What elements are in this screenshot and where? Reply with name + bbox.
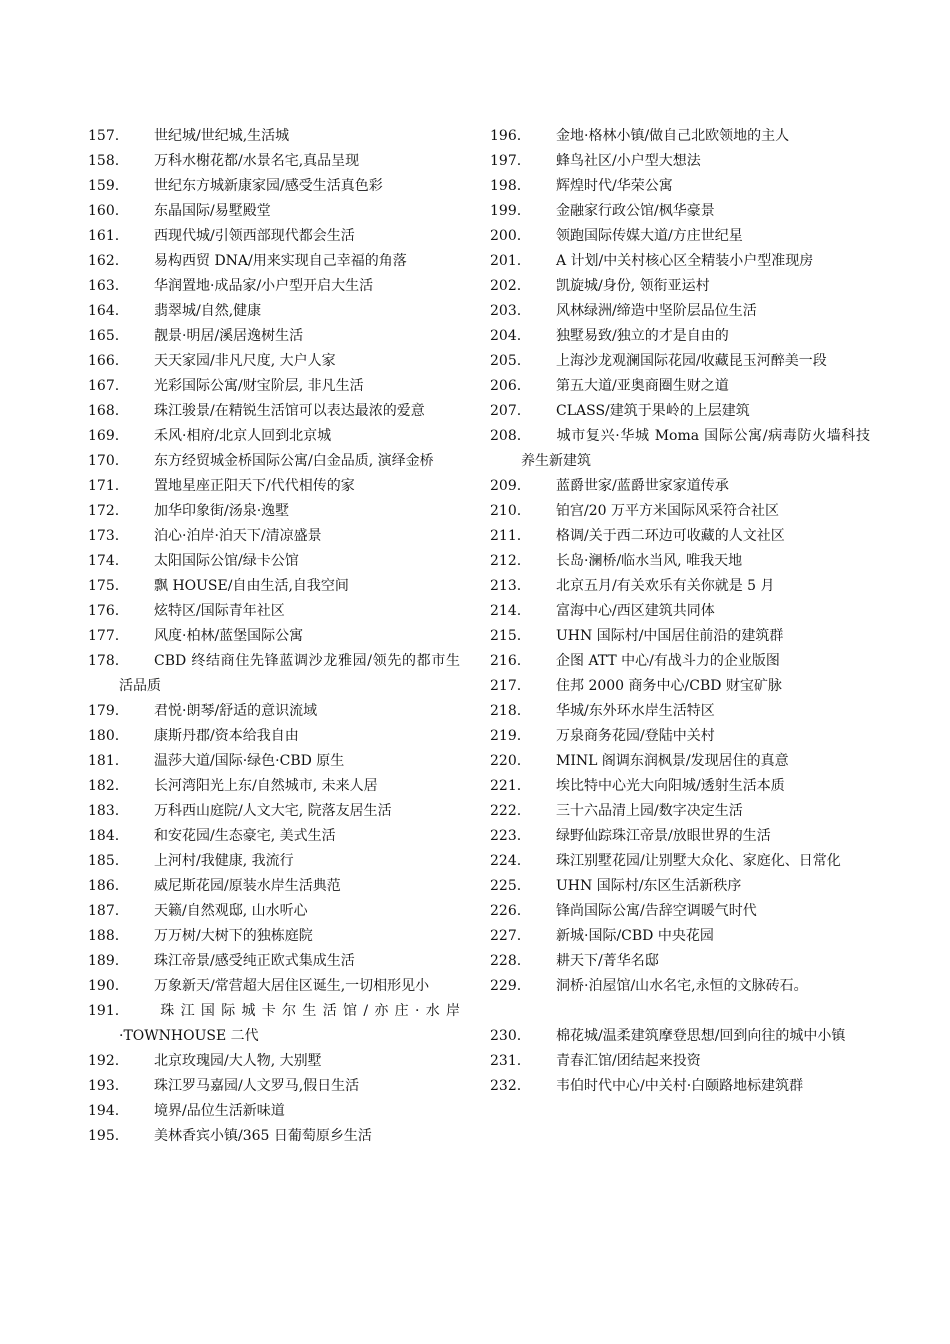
item-text: 万万树/大树下的独栋庭院 xyxy=(154,928,313,944)
list-item xyxy=(490,174,870,199)
item-text: 长岛·澜桥/临水当风, 唯我天地 xyxy=(556,553,743,569)
item-text: 境界/品位生活新味道 xyxy=(154,1103,285,1119)
list-item xyxy=(88,149,460,174)
list-item xyxy=(490,499,870,524)
item-number: 226. xyxy=(490,903,522,919)
item-number: 210. xyxy=(490,503,522,519)
item-number: 216. xyxy=(490,653,522,669)
item-number: 201. xyxy=(490,253,522,269)
list-item xyxy=(88,399,460,424)
list-item xyxy=(490,724,870,749)
list-item xyxy=(490,774,870,799)
item-number: 188. xyxy=(88,928,120,944)
list-item xyxy=(490,1074,870,1099)
item-number: 186. xyxy=(88,878,120,894)
item-number: 231. xyxy=(490,1053,522,1069)
item-number: 180. xyxy=(88,728,120,744)
list-item xyxy=(88,724,460,749)
item-number: 176. xyxy=(88,603,120,619)
item-text: 东晶国际/易墅殿堂 xyxy=(154,203,271,219)
item-text: 易构西贸 DNA/用来实现自己幸福的角落 xyxy=(154,253,407,269)
item-text: 西现代城/引领西部现代都会生活 xyxy=(154,228,355,244)
list-item xyxy=(88,224,460,249)
list-item xyxy=(88,624,460,649)
item-number: 172. xyxy=(88,503,120,519)
list-item xyxy=(490,299,870,324)
item-text: CBD 终结商住先锋蓝调沙龙雅园/领先的都市生活品质 xyxy=(119,653,460,694)
list-item xyxy=(88,574,460,599)
item-text: 埃比特中心光大向阳城/透射生活本质 xyxy=(556,778,785,794)
item-number: 163. xyxy=(88,278,120,294)
item-text: 独墅易致/独立的才是自由的 xyxy=(556,328,729,344)
list-item xyxy=(88,1074,460,1099)
item-text: A 计划/中关村核心区全精装小户型准现房 xyxy=(556,253,814,269)
item-number: 169. xyxy=(88,428,120,444)
list-item xyxy=(490,1024,870,1049)
list-item xyxy=(88,749,460,774)
item-number: 212. xyxy=(490,553,522,569)
item-text: 城市复兴·华城 Moma 国际公寓/病毒防火墙科技养生新建筑 xyxy=(521,428,870,469)
item-text: 飘 HOUSE/自由生活,自我空间 xyxy=(154,578,349,594)
list-item xyxy=(490,249,870,274)
item-number: 196. xyxy=(490,128,522,144)
list-item xyxy=(490,224,870,249)
item-text: 北京玫瑰园/大人物, 大别墅 xyxy=(154,1053,322,1069)
item-number: 165. xyxy=(88,328,120,344)
list-item xyxy=(88,524,460,549)
item-number: 230. xyxy=(490,1028,522,1044)
item-number: 211. xyxy=(490,528,522,544)
item-number: 221. xyxy=(490,778,522,794)
item-number: 191. xyxy=(88,1003,120,1019)
item-text: 青春汇馆/团结起来投资 xyxy=(556,1053,701,1069)
list-item xyxy=(88,899,460,924)
item-number: 203. xyxy=(490,303,522,319)
item-number: 207. xyxy=(490,403,522,419)
item-text: 富海中心/西区建筑共同体 xyxy=(556,603,715,619)
item-text: 万科西山庭院/人文大宅, 院落友居生活 xyxy=(154,803,392,819)
item-number: 206. xyxy=(490,378,522,394)
item-number: 224. xyxy=(490,853,522,869)
item-text: 风度·柏林/蓝堡国际公寓 xyxy=(154,628,304,644)
list-item xyxy=(88,1124,460,1149)
list-item xyxy=(490,699,870,724)
item-text: 洞桥·泊屋馆/山水名宅,永恒的文脉砖石。 xyxy=(556,978,808,994)
item-text: 珠江帝景/感受纯正欧式集成生活 xyxy=(154,953,355,969)
left-column xyxy=(88,124,460,1149)
list-item xyxy=(490,899,870,924)
list-item xyxy=(88,924,460,949)
list-item xyxy=(490,624,870,649)
item-text: 锋尚国际公寓/告辞空调暖气时代 xyxy=(556,903,757,919)
item-text: 天天家园/非凡尺度, 大户人家 xyxy=(154,353,336,369)
item-text: 棉花城/温柔建筑摩登思想/回到向往的城中小镇 xyxy=(556,1028,846,1044)
item-text: 蓝爵世家/蓝爵世家家道传承 xyxy=(556,478,729,494)
item-number: 190. xyxy=(88,978,120,994)
list-item xyxy=(490,749,870,774)
item-number: 228. xyxy=(490,953,522,969)
item-text: 蜂鸟社区/小户型大想法 xyxy=(556,153,701,169)
item-text: 三十六品清上园/数字决定生活 xyxy=(556,803,743,819)
list-item xyxy=(490,849,870,874)
item-text: UHN 国际村/中国居住前沿的建筑群 xyxy=(556,628,784,644)
item-text: 翡翠城/自然,健康 xyxy=(154,303,262,319)
item-text: 万科水榭花都/水景名宅,真品呈现 xyxy=(154,153,360,169)
list-item xyxy=(490,799,870,824)
list-item xyxy=(88,1049,460,1074)
item-number: 197. xyxy=(490,153,522,169)
item-text: 韦伯时代中心/中关村·白颐路地标建筑群 xyxy=(556,1078,804,1094)
item-number: 173. xyxy=(88,528,120,544)
item-text: 珠江骏景/在精锐生活馆可以表达最浓的爱意 xyxy=(154,403,425,419)
list-item xyxy=(490,549,870,574)
item-number: 202. xyxy=(490,278,522,294)
item-text: 耕天下/菁华名邸 xyxy=(556,953,659,969)
item-text: 威尼斯花园/原装水岸生活典范 xyxy=(154,878,341,894)
item-text: 禾风·相府/北京人回到北京城 xyxy=(154,428,332,444)
item-number: 161. xyxy=(88,228,120,244)
item-number: 215. xyxy=(490,628,522,644)
list-item xyxy=(490,674,870,699)
list-item xyxy=(490,399,870,424)
list-item xyxy=(490,124,870,149)
item-text: 北京五月/有关欢乐有关你就是 5 月 xyxy=(556,578,775,594)
item-number: 200. xyxy=(490,228,522,244)
item-text: 美林香宾小镇/365 日葡萄原乡生活 xyxy=(154,1128,372,1144)
item-number: 193. xyxy=(88,1078,120,1094)
item-number: 178. xyxy=(88,653,120,669)
item-text: 天籁/自然观邸, 山水听心 xyxy=(154,903,308,919)
list-item xyxy=(88,824,460,849)
item-text: 华润置地·成品家/小户型开启大生活 xyxy=(154,278,374,294)
list-item xyxy=(88,349,460,374)
item-text: 格调/关于西二环边可收藏的人文社区 xyxy=(556,528,785,544)
item-number: 219. xyxy=(490,728,522,744)
item-text: 世纪东方城新康家园/感受生活真色彩 xyxy=(154,178,383,194)
list-item xyxy=(490,424,870,474)
item-text: 世纪城/世纪城,生活城 xyxy=(154,128,290,144)
item-text: 珠江国际城卡尔生活馆/亦庄·水岸·TOWNHOUSE 二代 xyxy=(119,1003,460,1044)
list-item xyxy=(490,199,870,224)
item-text: 泊心·泊岸·泊天下/清凉盛景 xyxy=(154,528,322,544)
list-item xyxy=(88,849,460,874)
item-text: 康斯丹郡/资本给我自由 xyxy=(154,728,299,744)
item-number: 198. xyxy=(490,178,522,194)
list-item xyxy=(88,274,460,299)
item-number: 194. xyxy=(88,1103,120,1119)
item-text: 企图 ATT 中心/有战斗力的企业版图 xyxy=(556,653,780,669)
item-text: 金地·格林小镇/做自己北欧领地的主人 xyxy=(556,128,790,144)
item-text: 第五大道/亚奥商圈生财之道 xyxy=(556,378,729,394)
item-text: 置地星座正阳天下/代代相传的家 xyxy=(154,478,355,494)
item-text: 东方经贸城金桥国际公寓/白金品质, 演绎金桥 xyxy=(154,453,434,469)
item-text: 铂宫/20 万平方米国际风采符合社区 xyxy=(556,503,779,519)
item-number: 217. xyxy=(490,678,522,694)
item-text: 炫特区/国际青年社区 xyxy=(154,603,285,619)
list-item xyxy=(490,149,870,174)
list-item xyxy=(490,949,870,974)
item-number: 182. xyxy=(88,778,120,794)
item-text: 上海沙龙观澜国际花园/收藏昆玉河醉美一段 xyxy=(556,353,827,369)
item-number: 159. xyxy=(88,178,120,194)
item-text: 绿野仙踪珠江帝景/放眼世界的生活 xyxy=(556,828,771,844)
item-number: 185. xyxy=(88,853,120,869)
list-item xyxy=(490,524,870,549)
item-number: 166. xyxy=(88,353,120,369)
list-item xyxy=(88,199,460,224)
list-item xyxy=(490,824,870,849)
list-item xyxy=(88,549,460,574)
list-item xyxy=(88,999,460,1049)
item-number: 227. xyxy=(490,928,522,944)
list-item xyxy=(490,1049,870,1074)
item-number: 220. xyxy=(490,753,522,769)
item-number: 222. xyxy=(490,803,522,819)
item-number: 225. xyxy=(490,878,522,894)
item-number: 223. xyxy=(490,828,522,844)
list-item xyxy=(88,374,460,399)
item-number: 167. xyxy=(88,378,120,394)
item-number: 199. xyxy=(490,203,522,219)
list-item xyxy=(88,874,460,899)
item-number: 232. xyxy=(490,1078,522,1094)
item-text: 领跑国际传媒大道/方庄世纪星 xyxy=(556,228,743,244)
item-text: 和安花园/生态豪宅, 美式生活 xyxy=(154,828,336,844)
item-number: 160. xyxy=(88,203,120,219)
item-text: 珠江罗马嘉园/人文罗马,假日生活 xyxy=(154,1078,360,1094)
list-item xyxy=(490,349,870,374)
list-item xyxy=(88,174,460,199)
list-item xyxy=(88,699,460,724)
item-number: 229. xyxy=(490,978,522,994)
list-item xyxy=(490,374,870,399)
item-number: 213. xyxy=(490,578,522,594)
item-number: 162. xyxy=(88,253,120,269)
list-item xyxy=(88,249,460,274)
item-number: 171. xyxy=(88,478,120,494)
list-item xyxy=(490,274,870,299)
item-text: MINL 阁调东润枫景/发现居住的真意 xyxy=(556,753,789,769)
item-number: 208. xyxy=(490,428,522,444)
item-number: 158. xyxy=(88,153,120,169)
list-item xyxy=(88,299,460,324)
list-item xyxy=(490,324,870,349)
item-number: 205. xyxy=(490,353,522,369)
item-number: 174. xyxy=(88,553,120,569)
list-item xyxy=(88,949,460,974)
list-item xyxy=(88,1099,460,1124)
item-number: 179. xyxy=(88,703,120,719)
list-item xyxy=(88,424,460,449)
item-text: UHN 国际村/东区生活新秩序 xyxy=(556,878,742,894)
item-number: 187. xyxy=(88,903,120,919)
list-item xyxy=(490,574,870,599)
blank-line xyxy=(490,999,870,1024)
list-item xyxy=(88,449,460,474)
item-text: 辉煌时代/华荣公寓 xyxy=(556,178,673,194)
item-number: 168. xyxy=(88,403,120,419)
list-item xyxy=(88,599,460,624)
list-item xyxy=(490,874,870,899)
item-text: 加华印象街/汤泉·逸墅 xyxy=(154,503,290,519)
item-text: 靓景·明居/溪居逸树生活 xyxy=(154,328,304,344)
item-text: 太阳国际公馆/绿卡公馆 xyxy=(154,553,299,569)
item-number: 218. xyxy=(490,703,522,719)
list-item xyxy=(88,324,460,349)
list-item xyxy=(490,474,870,499)
item-text: 万象新天/常营超大居住区诞生,一切相形见小 xyxy=(154,978,430,994)
item-text: 金融家行政公馆/枫华豪景 xyxy=(556,203,715,219)
item-text: 上河村/我健康, 我流行 xyxy=(154,853,294,869)
item-number: 204. xyxy=(490,328,522,344)
item-number: 175. xyxy=(88,578,120,594)
item-number: 195. xyxy=(88,1128,120,1144)
list-item xyxy=(88,649,460,699)
item-number: 164. xyxy=(88,303,120,319)
list-item xyxy=(88,474,460,499)
item-number: 192. xyxy=(88,1053,120,1069)
item-number: 170. xyxy=(88,453,120,469)
list-item xyxy=(490,599,870,624)
item-number: 157. xyxy=(88,128,120,144)
item-text: 君悦·朗琴/舒适的意识流域 xyxy=(154,703,318,719)
list-item xyxy=(490,924,870,949)
item-text: 凯旋城/身份, 领衔亚运村 xyxy=(556,278,710,294)
item-text: 温莎大道/国际·绿色·CBD 原生 xyxy=(154,753,345,769)
item-text: 珠江别墅花园/让别墅大众化、家庭化、日常化 xyxy=(556,853,841,869)
item-text: CLASS/建筑于果岭的上层建筑 xyxy=(556,403,750,419)
list-item xyxy=(490,649,870,674)
list-item xyxy=(88,499,460,524)
right-column xyxy=(490,124,870,1099)
item-text: 华城/东外环水岸生活特区 xyxy=(556,703,715,719)
item-number: 209. xyxy=(490,478,522,494)
list-item xyxy=(88,974,460,999)
list-item xyxy=(88,774,460,799)
item-number: 177. xyxy=(88,628,120,644)
list-item xyxy=(88,124,460,149)
item-number: 189. xyxy=(88,953,120,969)
item-number: 183. xyxy=(88,803,120,819)
item-number: 214. xyxy=(490,603,522,619)
list-item xyxy=(490,974,870,999)
item-text: 长河湾阳光上东/自然城市, 未来人居 xyxy=(154,778,378,794)
item-number: 184. xyxy=(88,828,120,844)
item-number: 181. xyxy=(88,753,120,769)
item-text: 风林绿洲/缔造中坚阶层品位生活 xyxy=(556,303,757,319)
item-text: 住邦 2000 商务中心/CBD 财宝矿脉 xyxy=(556,678,782,694)
item-text: 万泉商务花园/登陆中关村 xyxy=(556,728,715,744)
item-text: 光彩国际公寓/财宝阶层, 非凡生活 xyxy=(154,378,364,394)
list-item xyxy=(88,799,460,824)
item-text: 新城·国际/CBD 中央花园 xyxy=(556,928,714,944)
